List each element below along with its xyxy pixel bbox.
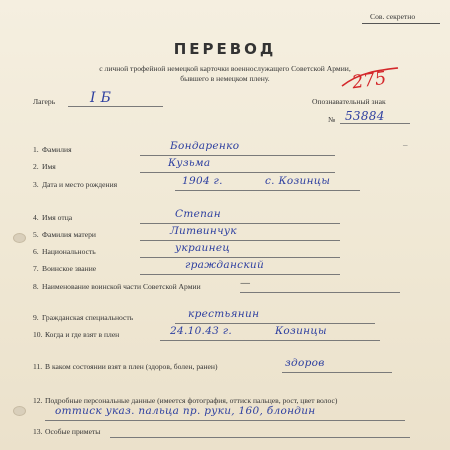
field-underline <box>110 437 410 438</box>
field-value: Литвинчук <box>170 225 237 237</box>
field-underline <box>140 274 340 275</box>
id-number-value: 53884 <box>345 109 385 123</box>
punch-hole-top <box>13 233 26 243</box>
field-value-secondary: с. Козинцы <box>265 175 331 187</box>
field-label: Наименование воинской части Советской Армии <box>42 282 201 291</box>
camp-value: I Б <box>90 90 112 106</box>
field-label: Когда и где взят в плен <box>45 330 120 339</box>
field-value: Степан <box>175 208 221 220</box>
field-value: 1904 г. <box>182 175 223 187</box>
subtitle-line-2: бывшего в немецком плену. <box>180 74 270 83</box>
field-label: Имя отца <box>42 213 73 222</box>
field-number: 12. <box>33 396 43 405</box>
field-number: 10. <box>33 330 43 339</box>
field-value: оттиск указ. пальца пр. руки, 160, блондин <box>55 405 316 417</box>
field-number: 7. <box>33 264 39 273</box>
field-number: 6. <box>33 247 39 256</box>
field-value-secondary: Козинцы <box>275 325 327 337</box>
field-value: Кузьма <box>168 157 211 169</box>
field-number: 4. <box>33 213 39 222</box>
field-number: 2. <box>33 162 39 171</box>
subtitle-line-1: с личной трофейной немецкой карточки военнослужащего Советской Армии, <box>99 64 351 73</box>
field-value: крестьянин <box>188 308 260 320</box>
field-label: Национальность <box>42 247 96 256</box>
field-underline <box>45 420 405 421</box>
punch-hole-bottom <box>13 406 26 416</box>
field-number: 9. <box>33 313 39 322</box>
field-underline <box>140 240 340 241</box>
field-underline <box>140 172 335 173</box>
classification-label: Сов. секретно <box>370 12 416 21</box>
field-underline <box>175 323 375 324</box>
field-label: Гражданская специальность <box>42 313 134 322</box>
field-underline <box>140 155 335 156</box>
field-underline <box>282 372 392 373</box>
field-underline <box>240 292 400 293</box>
id-tag-label: Опознавательный знак <box>312 97 386 106</box>
red-annotation-number: 275 <box>350 67 388 94</box>
field-number: 1. <box>33 145 39 154</box>
id-number-line <box>340 123 410 124</box>
field-value: гражданский <box>185 259 265 271</box>
field-underline <box>160 340 380 341</box>
field-number: 8. <box>33 282 39 291</box>
field-number: 13. <box>33 427 43 436</box>
field-number: 3. <box>33 180 39 189</box>
margin-mark: ‒ <box>403 140 408 150</box>
field-label: Подробные персональные данные (имеется фотография, оттиск пальцев, рост, цвет волос) <box>45 396 338 405</box>
field-label: В каком состоянии взят в плен (здоров, болен, ранен) <box>45 362 218 371</box>
field-number: 11. <box>33 362 43 371</box>
field-value: — <box>240 277 251 289</box>
field-label: Имя <box>42 162 56 171</box>
page-title: ПЕРЕВОД <box>173 40 277 58</box>
field-value: Бондаренко <box>170 140 240 152</box>
field-label: Фамилия матери <box>42 230 96 239</box>
field-value: здоров <box>285 357 325 369</box>
field-underline <box>175 190 360 191</box>
field-label: Фамилия <box>42 145 72 154</box>
field-label: Особые приметы <box>45 427 101 436</box>
field-underline <box>140 257 340 258</box>
field-label: Дата и место рождения <box>42 180 118 189</box>
camp-line <box>68 106 163 107</box>
field-label: Воинское звание <box>42 264 97 273</box>
field-underline <box>140 223 340 224</box>
field-value: украинец <box>175 242 230 254</box>
field-number: 5. <box>33 230 39 239</box>
classification-underline <box>362 23 440 24</box>
camp-label: Лагерь <box>33 97 56 106</box>
field-value: 24.10.43 г. <box>170 325 233 337</box>
id-number-prefix: № <box>328 115 336 124</box>
